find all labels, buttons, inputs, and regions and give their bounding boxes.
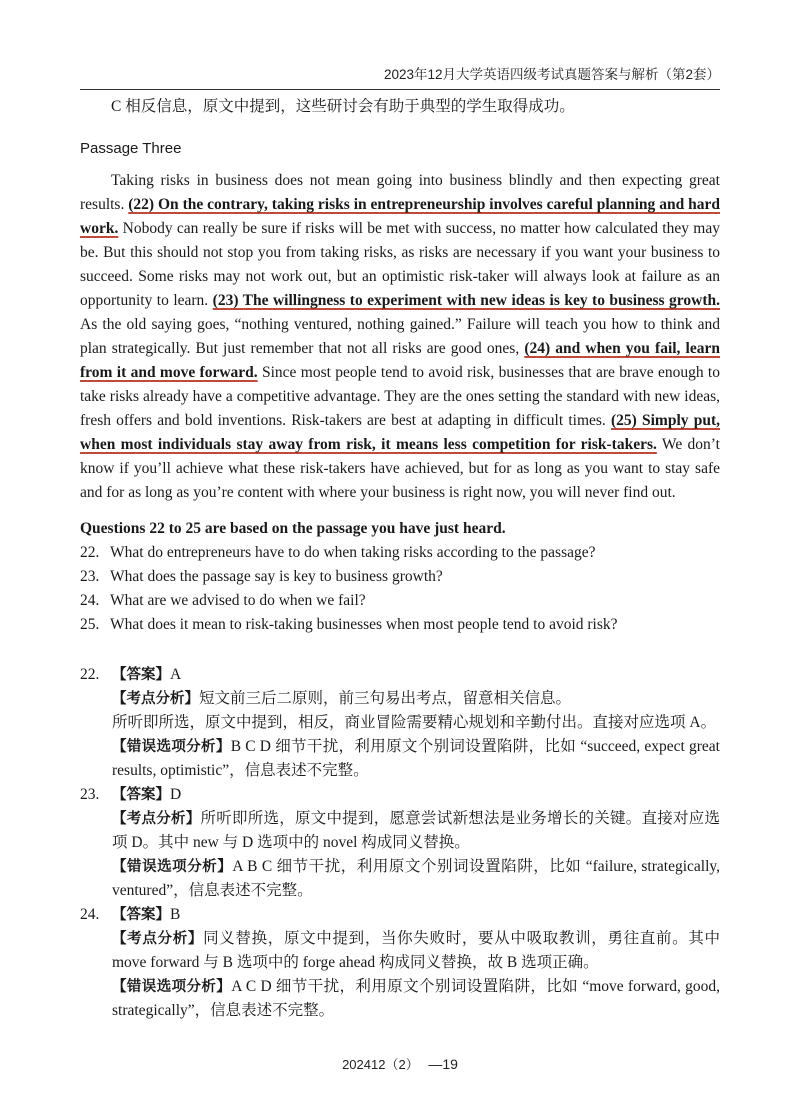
answer-text: A C D 细节干扰，利用原文个别词设置陷阱，比如 “move forward, good, strategically”，信息表述不完整。 xyxy=(112,978,721,1019)
answer-line xyxy=(112,735,720,783)
answer-block xyxy=(80,663,720,783)
answer-line xyxy=(112,663,720,687)
highlighted-sentence: (24) and when you fail, learn from it and move forward. xyxy=(80,340,720,381)
answer-text: 所听即所选，原文中提到，愿意尝试新想法是业务增长的关键。直接对应选项 D。其中 new 与 D 选项中的 novel 构成同义替换。 xyxy=(112,810,720,851)
answer-tag: 【考点分析】 xyxy=(112,931,204,947)
question-item xyxy=(80,541,720,565)
page-content xyxy=(80,95,720,1023)
passage-segment: We don’t know if you’ll achieve what these risk-takers have achieved, but for as long as you want to stay safe and for as long as you’re content with where your business is right now, you will never find out. xyxy=(80,436,720,501)
footer-code: 202412（2） xyxy=(342,1057,419,1072)
answer-tag: 【错误选项分析】 xyxy=(112,739,231,755)
answer-text: D xyxy=(170,786,182,803)
answer-tag: 【错误选项分析】 xyxy=(112,859,233,875)
answer-block xyxy=(80,903,720,1023)
question-number: 25. xyxy=(80,616,100,633)
answer-text: 短文前三后二原则，前三句易出考点，留意相关信息。 xyxy=(199,690,572,707)
answer-text: A xyxy=(170,666,182,683)
passage-text xyxy=(80,169,720,505)
passage-title: Passage Three xyxy=(80,140,182,157)
questions-heading: Questions 22 to 25 are based on the passage you have just heard. xyxy=(80,520,506,537)
answer-tag: 【答案】 xyxy=(112,907,170,923)
answer-line xyxy=(112,783,720,807)
question-list xyxy=(80,541,720,637)
page-header xyxy=(80,63,720,90)
answer-line xyxy=(112,807,720,855)
question-text: What does the passage say is key to business growth? xyxy=(110,568,443,585)
question-text: What does it mean to risk-taking businesses when most people tend to avoid risk? xyxy=(110,616,618,633)
question-number: 24. xyxy=(80,592,100,609)
page-number: —19 xyxy=(428,1056,458,1072)
passage-segment: Taking risks in business does not mean going into business blindly and then expecting great results. xyxy=(80,172,720,213)
passage-segment: Since most people tend to avoid risk, businesses that are brave enough to take risks already have a competitive advantage. They are the ones setting the standard with new ideas, fresh offers and bold inventions. Risk-takers are best at adapting in difficult times. xyxy=(80,364,720,429)
question-number: 22. xyxy=(80,544,100,561)
passage-segment: Nobody can really be sure if risks will be met with success, no matter how calculated they may be. But this should not stop you from taking risks, as risks are necessary if you want your business to succeed. Some risks may not work out, but an optimistic risk-taker will always look at failure as an opportunity to learn. xyxy=(80,220,720,309)
question-number: 23. xyxy=(80,568,100,585)
answer-number: 24. xyxy=(80,906,100,923)
answer-line xyxy=(112,711,720,735)
answer-line xyxy=(112,903,720,927)
question-item xyxy=(80,613,720,637)
page-footer xyxy=(0,1054,800,1073)
answer-tag: 【错误选项分析】 xyxy=(112,979,232,995)
answer-line xyxy=(112,927,720,975)
answer-text: B C D 细节干扰，利用原文个别词设置陷阱，比如 “succeed, expect great results, optimistic”，信息表述不完整。 xyxy=(112,738,720,779)
answer-text: B xyxy=(170,906,181,923)
answer-line xyxy=(112,855,720,903)
answer-text: A B C 细节干扰，利用原文个别词设置陷阱，比如 “failure, strategically, ventured”，信息表述不完整。 xyxy=(112,858,720,899)
answer-text: 所听即所选，原文中提到，相反，商业冒险需要精心规划和辛勤付出。直接对应选项 A。 xyxy=(112,714,717,731)
answer-line xyxy=(112,975,720,1023)
highlighted-sentence: (22) On the contrary, taking risks in entrepreneurship involves careful planning and hard work. xyxy=(80,196,720,237)
answer-block xyxy=(80,783,720,903)
answer-line xyxy=(112,687,720,711)
answer-number: 22. xyxy=(80,666,100,683)
question-item xyxy=(80,589,720,613)
answer-tag: 【考点分析】 xyxy=(112,691,199,707)
highlighted-sentence: (23) The willingness to experiment with new ideas is key to business growth. xyxy=(212,292,720,309)
intro-text: C 相反信息，原文中提到，这些研讨会有助于典型的学生取得成功。 xyxy=(111,98,575,115)
question-text: What do entrepreneurs have to do when taking risks according to the passage? xyxy=(110,544,596,561)
header-title: 2023年12月大学英语四级考试真题答案与解析（第2套） xyxy=(383,67,720,82)
answer-section xyxy=(80,663,720,1023)
highlighted-sentence: (25) Simply put, when most individuals stay away from risk, it means less competition for risk-takers. xyxy=(80,412,720,453)
answer-number: 23. xyxy=(80,786,100,803)
question-text: What are we advised to do when we fail? xyxy=(110,592,366,609)
answer-tag: 【考点分析】 xyxy=(112,811,201,827)
answer-text: 同义替换，原文中提到，当你失败时，要从中吸取教训，勇往直前。其中 move forward 与 B 选项中的 forge ahead 构成同义替换，故 B 选项正确。 xyxy=(112,930,720,971)
answer-tag: 【答案】 xyxy=(112,787,170,803)
passage-segment: As the old saying goes, “nothing ventured, nothing gained.” Failure will teach you how to think and plan strategically. But just remember that not all risks are good ones, xyxy=(80,316,720,357)
answer-tag: 【答案】 xyxy=(112,667,170,683)
question-item xyxy=(80,565,720,589)
